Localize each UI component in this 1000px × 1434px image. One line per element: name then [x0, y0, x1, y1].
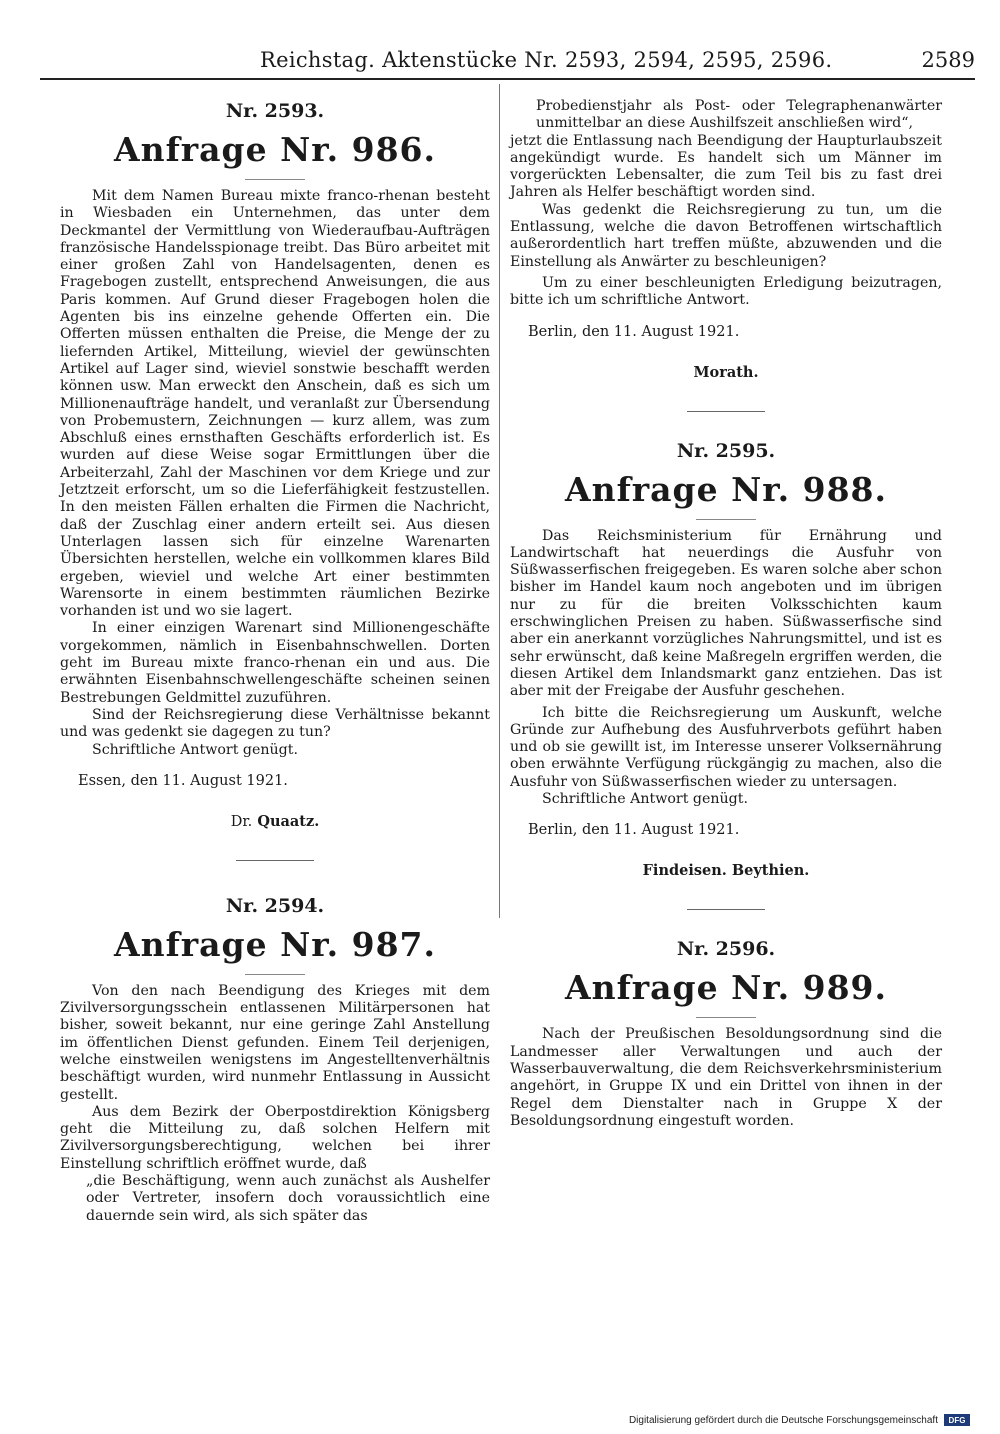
- place-date: Berlin, den 11. August 1921.: [528, 323, 740, 340]
- document-number: Nr. 2594.: [225, 894, 325, 917]
- running-title: Reichstag. Aktenstücke Nr. 2593, 2594, 2595, 2596.: [260, 48, 833, 72]
- title-rule: [245, 974, 305, 975]
- signature-name: Quaatz.: [257, 812, 320, 830]
- left-column: [60, 100, 490, 1225]
- signature-title: Dr.: [230, 813, 253, 830]
- document-number: Nr. 2595.: [676, 439, 776, 462]
- signature-name: Findeisen. Beythien.: [642, 862, 810, 880]
- page-number: 2589: [921, 48, 975, 72]
- paragraph: Nach der Preußischen Besoldungsordnung sind die Landmesser aller Verwaltungen und auch der Wasserbauverwaltung, die dem Reichsverkehrsministerium angehört, in Gruppe IX und ein Drittel von ihnen in der Regel dem Dienstalter nach in Gruppe X der Besoldungsordnung eingestuft worden.: [510, 1026, 942, 1129]
- paragraph: jetzt die Entlassung nach Beendigung der Haupturlaubszeit angekündigt wurde. Es handelt sich um Männer im vorgerückten Lebensalter, die zum Teil bis zu fast drei Jahren als Helfer beschäftigt worden sind.: [510, 132, 942, 201]
- paragraph: Mit dem Namen Bureau mixte franco-rhenan besteht in Wiesbaden ein Unternehmen, das unter dem Deckmantel der Vermittlung von Wiederaufbau-Aufträgen französische Handelsspionage treibt. Das Büro arbeitet mit einer großen Zahl von Handelsagenten, denen es Fragebogen zustellt, entsprechend Anweisungen, die aus Paris kommen. Auf Grund dieser Fragebogen holen die Agenten bis ins einzelne gehende Offerten ein. Die Offerten müssen enthalten die Preise, die Menge der zu liefernden Artikel, Mitteilung, wieviel der gewünschten Artikel auf Lager sind, wieviel sonstwie beschafft werden können usw. Man erweckt den Anschein, daß es sich um Millionenaufträge handelt, und veranlaßt zur Übersendung von Probemustern, Zeichnungen — kurz allem, was zum Abschluß eines ernsthaften Geschäfts erforderlich ist. Es wurden auf diese Weise sogar Ermittlungen über die Arbeiterzahl, Zahl der Maschinen vor dem Kriege und zur Jetztzeit erforscht, um so die Lieferfähigkeit festzustellen. In den meisten Fällen erhalten die Firmen die Nachricht, daß der Zuschlag einer andern erteilt sei. Aus diesen Unterlagen lassen sich für einzelne Warenarten Übersichten herstellen, welche ein vollkommen klares Bild ergeben, wieviel und welche Art einer bestimmten Warensorte in einem bestimmten räumlichen Bezirke vorhanden ist und wo sie lagert.: [60, 188, 490, 620]
- column-divider: [499, 84, 500, 918]
- inquiry-title: Anfrage Nr. 987.: [114, 924, 436, 964]
- quotation-continued: Probedienstjahr als Post- oder Telegraphenanwärter unmittelbar an diese Aushilfszeit anschließen wird“,: [536, 98, 942, 132]
- section-separator: [687, 909, 765, 910]
- document-2593: [60, 100, 490, 830]
- footer-text: Digitalisierung gefördert durch die Deutsche Forschungsgemeinschaft: [628, 1414, 938, 1426]
- section-separator: [687, 411, 765, 412]
- document-number: Nr. 2593.: [225, 100, 325, 122]
- paragraph: Was gedenkt die Reichsregierung zu tun, um die Entlassung, welche die davon Betroffenen wirtschaftlich außerordentlich hart treffen müßte, abzuwenden und die Einstellung als Anwärter zu beschleunigen?: [510, 201, 942, 270]
- paragraph: Ich bitte die Reichsregierung um Auskunft, welche Gründe zur Aufhebung des Ausfuhrverbots geführt haben und ob sie gewillt ist, im Interesse unserer Volksernährung oben erwähnte Verfügung rückgängig zu machen, also die Ausfuhr von Süßwasserfischen wieder zu untersagen.: [510, 704, 942, 790]
- inquiry-title: Anfrage Nr. 989.: [565, 968, 887, 1008]
- signature-name: Morath.: [693, 363, 759, 381]
- page-header: [40, 44, 975, 80]
- paragraph: Schriftliche Antwort genügt.: [542, 791, 748, 808]
- paragraph: Schriftliche Antwort genügt.: [92, 741, 298, 758]
- inquiry-title: Anfrage Nr. 988.: [565, 469, 887, 509]
- document-2594: [60, 895, 490, 1225]
- place-date: Essen, den 11. August 1921.: [78, 772, 288, 789]
- paragraph: Das Reichsministerium für Ernährung und Landwirtschaft hat neuerdings die Ausfuhr von Süßwasserfischen freigegeben. Es waren solche aber schon bisher im Handel kaum noch angeboten und im übrigen nur zu für die breiten Volksschichten kaum erschwinglichen Preisen zu haben. Süßwasserfische sind aber ein anerkannt vorzügliches Nahrungsmittel, und ist es sehr erwünscht, daß keine Maßregeln ergriffen werden, die diesen Artikel dem Inlandsmarkt ganz entziehen. Das ist aber mit der Freigabe der Ausfuhr geschehen.: [510, 527, 942, 700]
- title-rule: [696, 1017, 756, 1018]
- paragraph: Aus dem Bezirk der Oberpostdirektion Königsberg geht die Mitteilung zu, daß solchen Helfern mit Zivilversorgungsberechtigung, welchen bei ihrer Einstellung schriftlich eröffnet wurde, daß: [60, 1103, 490, 1172]
- right-column: [510, 98, 942, 1130]
- document-2596: [510, 938, 942, 1130]
- inquiry-title: Anfrage Nr. 986.: [114, 130, 436, 169]
- section-separator: [236, 860, 314, 861]
- document-2595: [510, 440, 942, 880]
- signature: [60, 813, 490, 830]
- dfg-logo-icon: DFG: [944, 1414, 970, 1426]
- title-rule: [245, 179, 305, 180]
- paragraph: Von den nach Beendigung des Krieges mit dem Zivilversorgungsschein entlassenen Militärpersonen hat bisher, soweit bekannt, nur eine geringe Zahl Anstellung im öffentlichen Dienst gefunden. Einem Teil derjenigen, welche einstweilen wenigstens im Angestelltenverhältnis beschäftigt wurden, wird nunmehr Entlassung in Aussicht gestellt.: [60, 982, 490, 1103]
- place-date: Berlin, den 11. August 1921.: [528, 822, 740, 839]
- digitization-footer: [629, 1414, 970, 1426]
- document-number: Nr. 2596.: [676, 938, 776, 961]
- title-rule: [696, 519, 756, 520]
- header-rule: [40, 78, 975, 80]
- paragraph: In einer einzigen Warenart sind Millionengeschäfte vorgekommen, nämlich in Eisenbahnschwellen. Dorten geht im Bureau mixte franco-rhenan ein und aus. Die erwähnten Eisenbahnschwellengeschäfte scheinen seinen Bestrebungen Geldmittel zuzuführen.: [60, 620, 490, 706]
- quotation: „die Beschäftigung, wenn auch zunächst als Aushelfer oder Vertreter, insofern doch voraussichtlich eine dauernde sein wird, als sich später das: [86, 1173, 490, 1224]
- paragraph: Sind der Reichsregierung diese Verhältnisse bekannt und was gedenkt sie dagegen zu tun?: [60, 706, 490, 741]
- paragraph: Um zu einer beschleunigten Erledigung beizutragen, bitte ich um schriftliche Antwort.: [510, 274, 942, 309]
- document-2594-continued: [510, 98, 942, 381]
